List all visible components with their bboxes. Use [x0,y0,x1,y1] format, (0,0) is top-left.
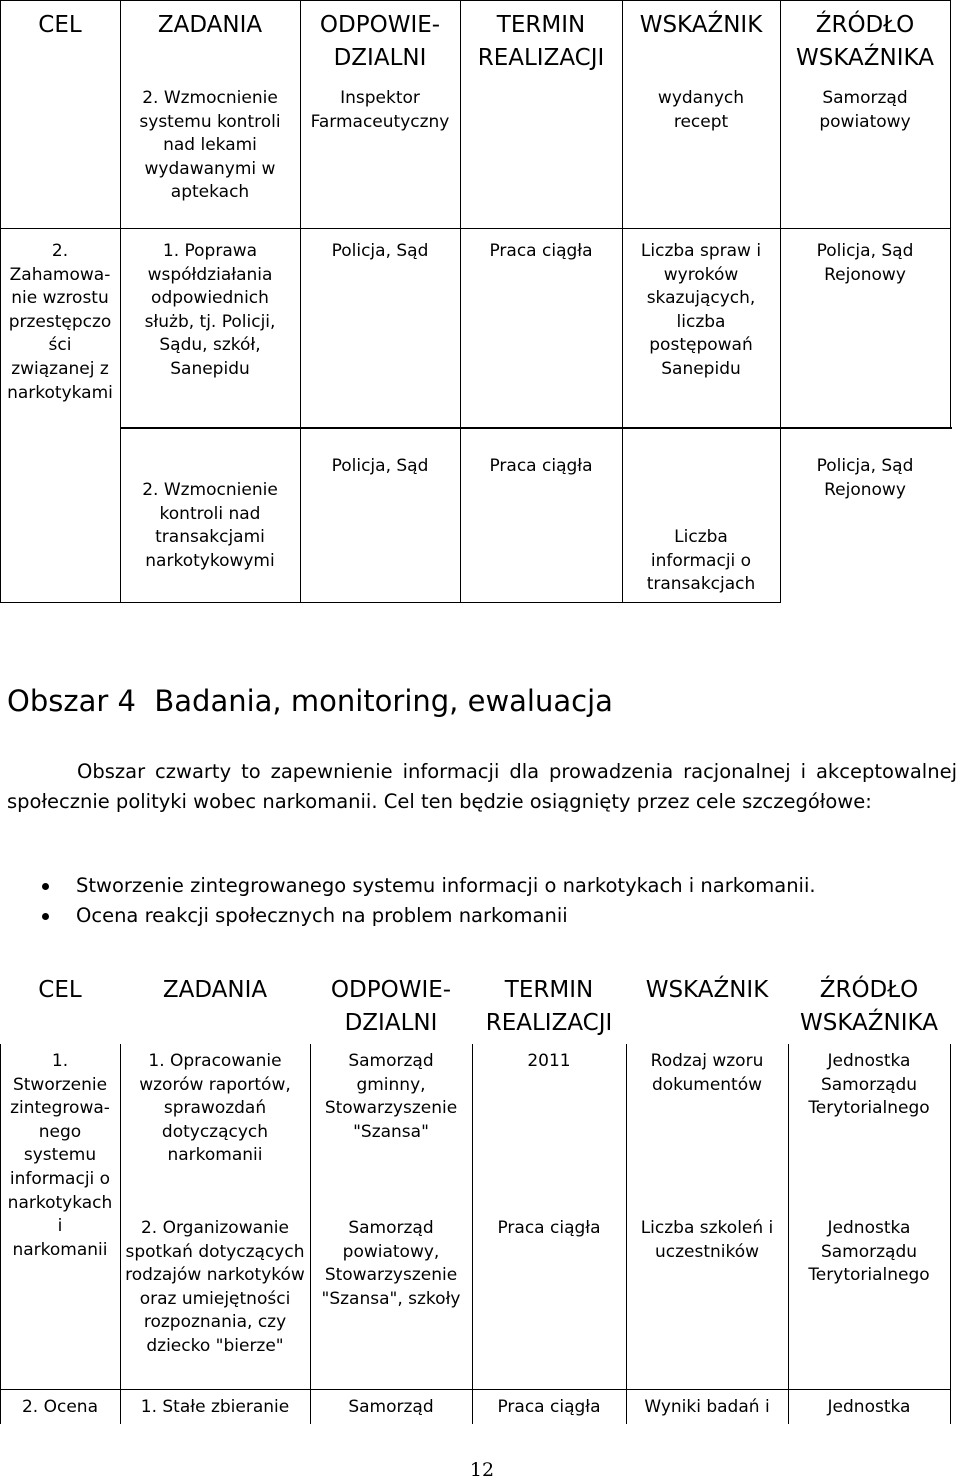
t1-header-wskaznik: WSKAŹNIK [639,12,763,38]
t2-r3-cel: 2. Ocena [21,1397,98,1417]
t2-r2-termin: Praca ciągła [497,1218,601,1238]
t2-header-zrodlo: ŹRÓDŁO WSKAŹNIKA [800,977,938,1036]
t1-r2-odpowiedzialni: Policja, Sąd [331,456,429,476]
t1-header-odpowiedzialni: ODPOWIE- DZIALNI [319,12,441,71]
bullet-dot [42,883,49,890]
t1-r0-zrodlo: Samorząd powiatowy [819,88,911,132]
t1-header-zadania: ZADANIA [157,12,263,38]
t2-r1-zrodlo: Jednostka Samorządu Terytorialnego [808,1051,930,1119]
t1-r1-zrodlo: Policja, Sąd Rejonowy [816,241,914,285]
bullet-item-2: Ocena reakcji społecznych na problem narkomanii [76,904,568,927]
section-paragraph [7,757,957,817]
bullet-dot [42,913,49,920]
t1-header-zrodlo: ŹRÓDŁO WSKAŹNIKA [796,12,934,71]
t2-r3-termin: Praca ciągła [497,1397,601,1417]
t2-r2-zadania: 2. Organizowanie spotkań dotyczących rodzajów narkotyków oraz umiejętności rozpoznania, czy dziecko "bierze" [125,1218,305,1356]
t1-r1-termin: Praca ciągła [489,241,593,261]
t2-r1-zadania: 1. Opracowanie wzorów raportów, sprawozdań dotyczących narkomanii [139,1051,291,1166]
t2-r2-zrodlo: Jednostka Samorządu Terytorialnego [808,1218,930,1286]
t2-r1-wskaznik: Rodzaj wzoru dokumentów [650,1051,764,1095]
t1-r1-wskaznik: Liczba spraw i wyroków skazujących, liczba postępowań Sanepidu [640,241,762,379]
t2-r3-zadania: 1. Stałe zbieranie [140,1397,290,1417]
t1-r2-zadania: 2. Wzmocnienie kontroli nad transakcjami narkotykowymi [142,480,278,571]
section-paragraph-text: Obszar czwarty to zapewnienie informacji dla prowadzenia racjonalnej i akceptowalnej społecznie polityki wobec narkomanii. Cel ten będzie osiągnięty przez cele szczegółowe: [7,760,957,813]
t2-r3-odpowiedzialni: Samorząd [348,1397,434,1417]
section-heading: Obszar 4 Badania, monitoring, ewaluacja [7,684,613,718]
t2-header-cel: CEL [38,977,82,1003]
t2-r3-wskaznik: Wyniki badań i [644,1397,770,1417]
t2-r1-cel: 1. Stworzenie zintegrowa- nego systemu informacji o narkotykach i narkomanii [7,1051,113,1260]
t2-header-odpowiedzialni: ODPOWIE- DZIALNI [330,977,452,1036]
t1-r2-zrodlo: Policja, Sąd Rejonowy [816,456,914,500]
t1-r1-odpowiedzialni: Policja, Sąd [331,241,429,261]
t1-r2-termin: Praca ciągła [489,456,593,476]
t2-r3-zrodlo: Jednostka [827,1397,911,1417]
t1-r0-odpowiedzialni: Inspektor Farmaceutyczny [310,88,450,132]
t2-header-termin: TERMIN REALIZACJI [485,977,613,1036]
t1-r2-wskaznik: Liczba informacji o transakcjach [646,527,756,595]
t1-r0-wskaznik: wydanych recept [657,88,745,132]
t1-header-cel: CEL [38,12,82,38]
page-number: 12 [469,1459,495,1481]
t1-r1-zadania: 1. Poprawa współdziałania odpowiednich służb, tj. Policji, Sądu, szkół, Sanepidu [144,241,276,379]
t1-r1-cel: 2. Zahamowa- nie wzrostu przestępczo ści związanej z narkotykami [7,241,113,403]
t2-r1-termin: 2011 [527,1051,571,1071]
t2-r1-odpowiedzialni: Samorząd gminny, Stowarzyszenie "Szansa" [324,1051,458,1142]
t2-r2-wskaznik: Liczba szkoleń i uczestników [640,1218,774,1262]
t2-header-zadania: ZADANIA [162,977,268,1003]
t1-r0-zadania: 2. Wzmocnienie systemu kontroli nad lekami wydawanymi w aptekach [139,88,281,203]
t2-header-wskaznik: WSKAŹNIK [645,977,769,1003]
t1-header-termin: TERMIN REALIZACJI [477,12,605,71]
bullet-item-1: Stworzenie zintegrowanego systemu informacji o narkotykach i narkomanii. [76,874,816,897]
t2-r2-odpowiedzialni: Samorząd powiatowy, Stowarzyszenie "Szansa", szkoły [321,1218,461,1309]
